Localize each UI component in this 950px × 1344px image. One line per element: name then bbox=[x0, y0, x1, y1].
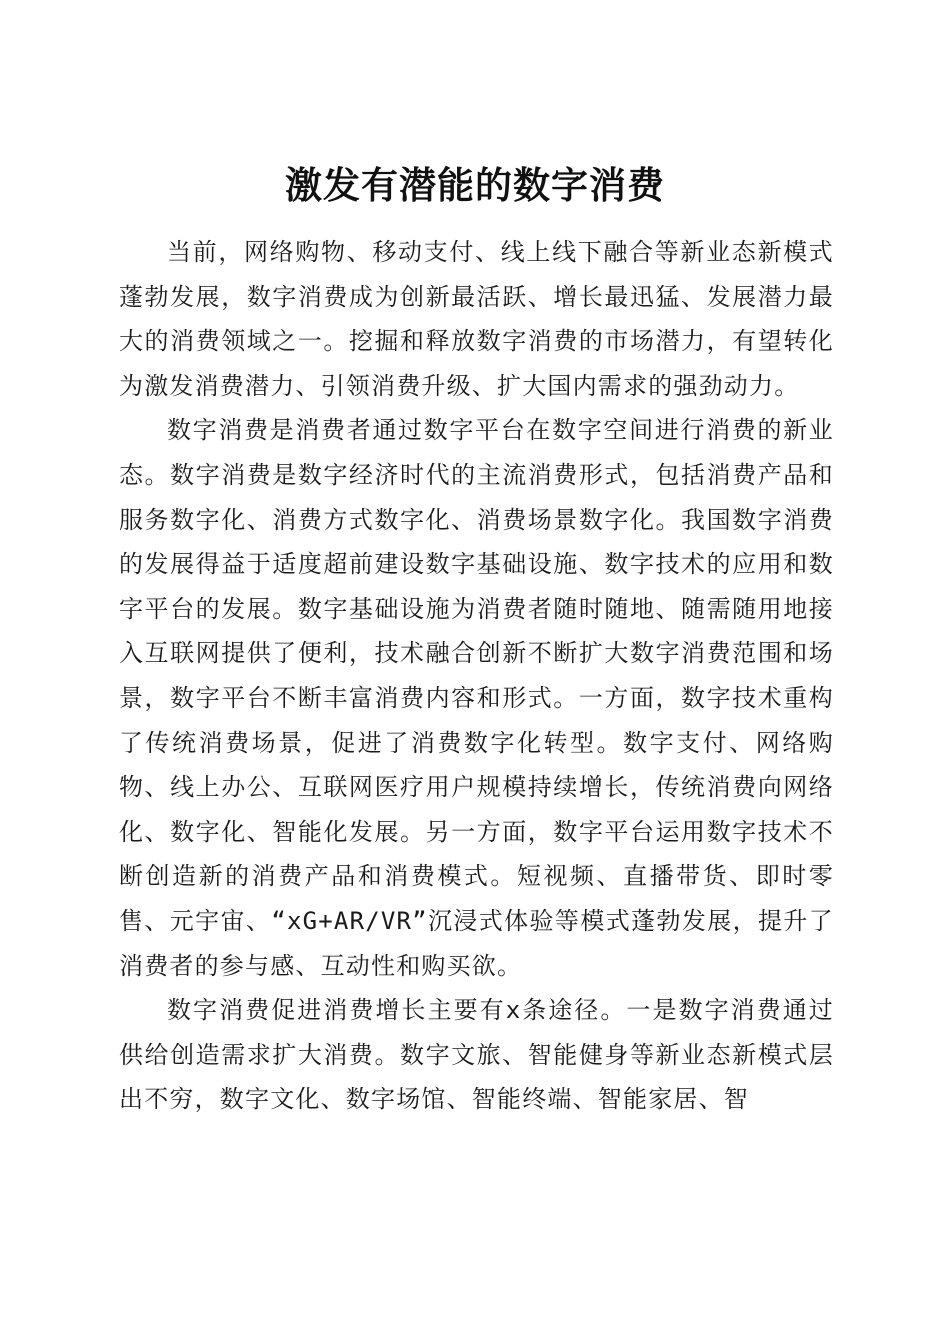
paragraph: 数字消费是消费者通过数字平台在数字空间进行消费的新业态。数字消费是数字经济时代的主流消费形式，包括消费产品和服务数字化、消费方式数字化、消费场景数字化。我国数字消费的发展得益于适度超前建设数字基础设施、数字技术的应用和数字平台的发展。数字基础设施为消费者随时随地、随需随用地接入互联网提供了便利，技术融合创新不断扩大数字消费范围和场景，数字平台不断丰富消费内容和形式。一方面，数字技术重构了传统消费场景，促进了消费数字化转型。数字支付、网络购物、线上办公、互联网医疗用户规模持续增长，传统消费向网络化、数字化、智能化发展。另一方面，数字平台运用数字技术不断创造新的消费产品和消费模式。短视频、直播带货、即时零售、元宇宙、“xG+AR/VR”沉浸式体验等模式蓬勃发展，提升了消费者的参与感、互动性和购买欲。 bbox=[119, 416, 834, 980]
paragraph: 数字消费促进消费增长主要有x条途径。一是数字消费通过供给创造需求扩大消费。数字文旅、智能健身等新业态新模式层出不穷，数字文化、数字场馆、智能终端、智能家居、智 bbox=[119, 996, 834, 1114]
paragraph: 当前，网络购物、移动支付、线上线下融合等新业态新模式蓬勃发展，数字消费成为创新最活跃、增长最迅猛、发展潜力最大的消费领域之一。挖掘和释放数字消费的市场潜力，有望转化为激发消费潜力、引领消费升级、扩大国内需求的强劲动力。 bbox=[119, 238, 834, 400]
document-body bbox=[119, 230, 834, 1122]
document-title: 激发有潜能的数字消费 bbox=[285, 162, 665, 207]
